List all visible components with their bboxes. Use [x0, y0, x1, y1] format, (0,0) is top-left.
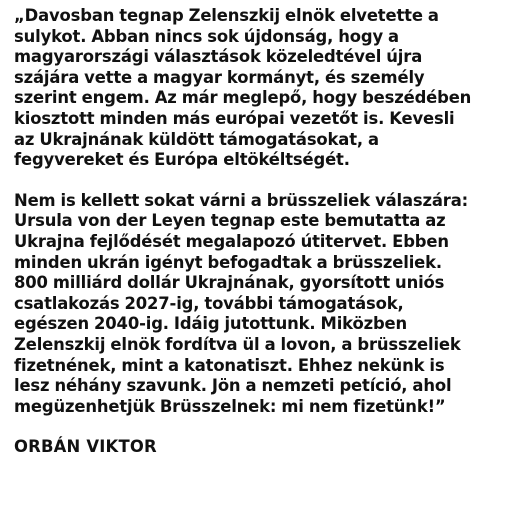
quote-paragraph-2: Nem is kellett sokat várni a brüsszeliek válaszára: Ursula von der Leyen tegnap este bemutatta az Ukrajna fejlődését megalapozó útitervet. Ebben minden ukrán igényt befogadtak a brüsszeliek. 800 milliárd dollár Ukrajnának, gyorsított uniós csatlakozás 2027-ig, további támogatások, egészen 2040-ig. Idáig jutottunk. Miközben Zelenszkij elnök fordítva ül a lovon, a brüsszeliek fizetnének, mint a katonatiszt. Ehhez nekünk is lesz néhány szavunk. Jön a nemzeti petíció, ahol megüzenhetjük Brüsszelnek: mi nem fizetünk!”: [14, 190, 469, 416]
quote-card: [14, 6, 514, 457]
quote-paragraph-1: „Davosban tegnap Zelenszkij elnök elvetette a sulykot. Abban nincs sok újdonság, hogy a magyarországi választások közeledtével újra szájára vette a magyar kormányt, és személy szerint engem. Az már meglepő, hogy beszédében kiosztott minden más európai vezetőt is. Kevesli az Ukrajnának küldött támogatásokat, a fegyvereket és Európa eltökéltségét.: [14, 6, 472, 170]
author-name: ORBÁN VIKTOR: [14, 437, 157, 457]
